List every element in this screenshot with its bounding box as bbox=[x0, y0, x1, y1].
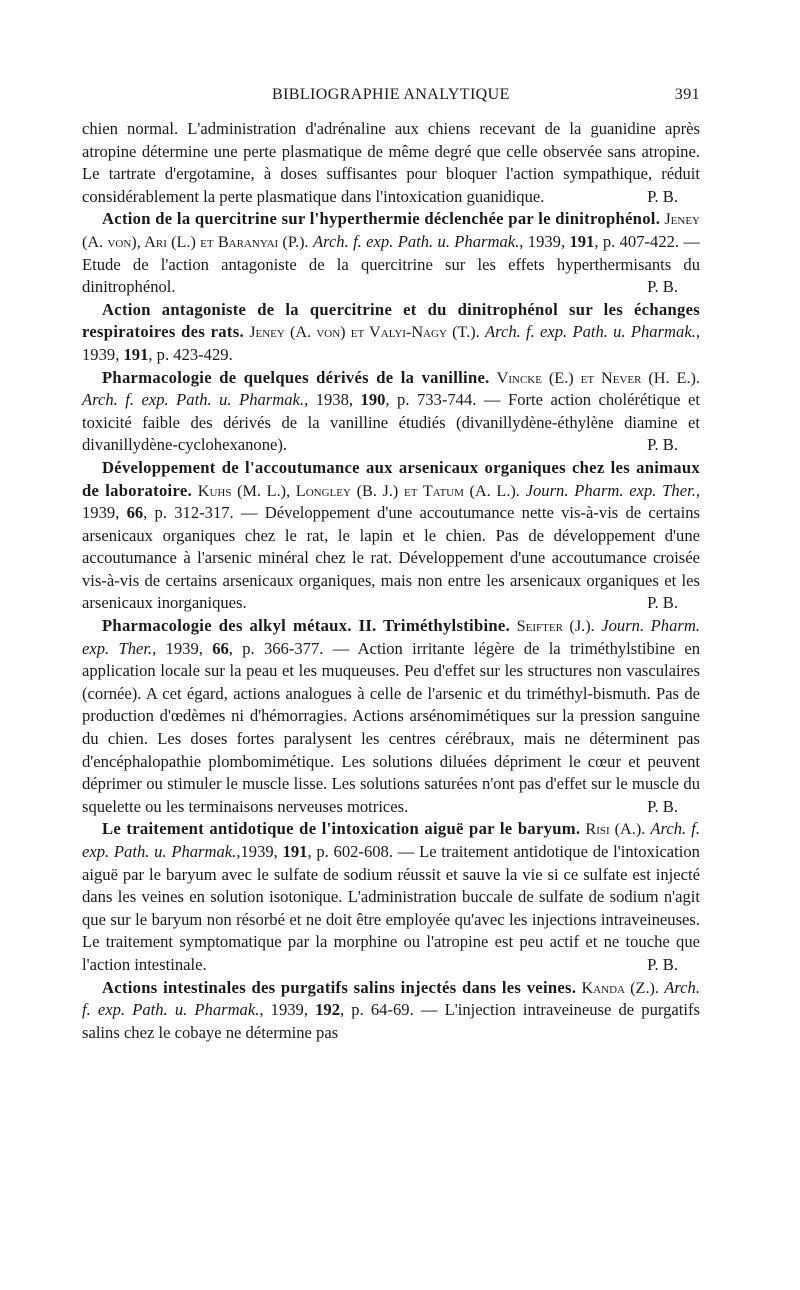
entry-journal: Arch. f. exp. Path. u. Pharmak. bbox=[82, 390, 305, 410]
entry-signature: P. B. bbox=[647, 277, 678, 297]
bibliography-entry bbox=[82, 457, 700, 615]
entry-title: Pharmacologie de quelques dérivés de la vanilline. bbox=[102, 367, 490, 387]
entry-year: , 1939, bbox=[519, 231, 570, 251]
entry-signature: P. B. bbox=[647, 593, 678, 613]
entry-year: , 1939, bbox=[82, 322, 700, 364]
page-number: 391 bbox=[674, 86, 700, 103]
entry-journal: Arch. f. exp. Path. u. Pharmak. bbox=[485, 322, 696, 342]
bibliography-entry bbox=[82, 208, 700, 298]
entry-year: , 1939, bbox=[82, 480, 700, 523]
entry-title: Action antagoniste de la quercitrine et du dinitrophénol sur les échanges respiratoires des rats. bbox=[82, 299, 700, 342]
entry-abstract: — Développement d'une accoutumance nette vis-à-vis de certains arsenicaux organiques chez le rat, le lapin et le chien. Pas de développement d'une accoutumance à l'arsenic minéral chez le rat. Développement d'une accoutumance croisée vis-à-vis de certains arsenicaux organiques, mais non entre les arsenicaux organiques et les arsenicaux inorganiques. bbox=[82, 503, 700, 613]
entry-title: Actions intestinales des purgatifs salins injectés dans les veines. bbox=[102, 977, 577, 997]
entry-volume: 66 bbox=[212, 638, 229, 658]
entry-journal: Journ. Pharm. exp. Ther. bbox=[525, 480, 696, 500]
running-header bbox=[82, 86, 700, 108]
entry-authors: Jeney (A. von), Ari (L.) et Baranyai (P.). bbox=[82, 210, 700, 251]
entry-authors: Kuhs (M. L.), Longley (B. J.) et Tatum (A. L.). bbox=[197, 481, 520, 500]
entry-abstract: — Action irritante légère de la triméthylstibine en application locale sur la peau et les muqueuses. Peu d'effet sur les structures non vasculaires (cornée). A cet égard, actions analogues à celle de l'arsenic et du triméthyl-bismuth. Pas de production d'œdèmes ni d'hémorragies. Actions arsénomimétiques sur la pression sanguine du chien. Les doses fortes paralysent les centres cérébraux, mais ne déterminent pas d'encéphalopathie plombomimétique. Les solutions diluées dépriment le cœur et peuvent déprimer ou stimuler le muscle lisse. Les solutions saturées n'ont pas d'effet sur le muscle du squelette ou les terminaisons nerveuses motrices. bbox=[82, 638, 700, 816]
entry-authors: Jeney (A. von) et Valyi-Nagy (T.). bbox=[249, 323, 480, 342]
entry-signature: P. B. bbox=[647, 796, 678, 816]
bibliography-entry bbox=[82, 977, 700, 1045]
entry-journal: Journ. Pharm. exp. Ther. bbox=[82, 616, 700, 658]
entry-pages: , p. 423-429. bbox=[148, 344, 233, 364]
entry-pages: , p. 64-69. bbox=[340, 1000, 414, 1020]
entry-year: ,1939, bbox=[236, 842, 283, 861]
entry-pages: , p. 312-317. bbox=[143, 503, 234, 523]
bibliography-entry bbox=[82, 299, 700, 367]
entry-pages: , p. 602-608. bbox=[307, 842, 393, 861]
entry-journal: Arch. f. exp. Path. u. Pharmak. bbox=[82, 977, 700, 1020]
entry-authors: Seifter (J.). bbox=[516, 617, 595, 636]
entry-pages: , p. 407-422. bbox=[594, 231, 680, 251]
entry-signature: P. B. bbox=[647, 954, 678, 974]
entry-signature: P. B. bbox=[647, 435, 678, 455]
page-body bbox=[82, 118, 700, 1044]
entry-title: Le traitement antidotique de l'intoxication aiguë par le baryum. bbox=[102, 819, 581, 839]
entry-journal: Arch. f. exp. Path. u. Pharmak. bbox=[82, 819, 700, 861]
entry-signature: P. B. bbox=[647, 186, 678, 206]
entry-abstract: — Forte action cholérétique et toxicité faible des dérivés de la vanilline étudiés (divanillydène-éthylène diamine et divanillydène-cyclohexanone). bbox=[82, 390, 700, 455]
entry-authors: Risi (A.). bbox=[585, 820, 646, 839]
entry-volume: 191 bbox=[123, 344, 149, 364]
entry-title: Développement de l'accoutumance aux arsenicaux organiques chez les animaux de laboratoire. bbox=[82, 457, 700, 500]
entry-abstract: — L'injection intraveineuse de purgatifs salins chez le cobaye ne détermine pas bbox=[82, 1000, 700, 1042]
entry-authors: Vincke (E.) et Never (H. E.). bbox=[496, 368, 700, 387]
continuation-paragraph bbox=[82, 118, 700, 208]
entry-year: , 1939, bbox=[259, 1000, 316, 1020]
entry-year: , 1939, bbox=[152, 638, 213, 658]
entry-abstract: — Etude de l'action antagoniste de la quercitrine sur les effets hyperthermisants du dinitrophénol. bbox=[82, 231, 701, 297]
entry-volume: 191 bbox=[282, 842, 308, 861]
entry-year: , 1938, bbox=[304, 390, 361, 410]
entry-volume: 66 bbox=[126, 503, 144, 523]
entry-pages: , p. 366-377. bbox=[228, 638, 324, 658]
entry-volume: 190 bbox=[360, 390, 386, 410]
bibliography-entry bbox=[82, 615, 700, 818]
entry-pages: , p. 733-744. bbox=[385, 390, 477, 410]
entry-volume: 191 bbox=[569, 231, 595, 251]
entry-volume: 192 bbox=[315, 1000, 341, 1020]
continuation-text: chien normal. L'administration d'adrénaline aux chiens recevant de la guanidine après atropine détermine une perte plasmatique de même degré que celle observée sans atropine. Le tartrate d'ergotamine, à doses suffisantes pour bloquer l'action sympathique, réduit considérablement la perte plasmatique dans l'intoxication guanidique. bbox=[82, 119, 700, 206]
bibliography-entry bbox=[82, 818, 700, 976]
bibliography-entry bbox=[82, 367, 700, 457]
entry-journal: Arch. f. exp. Path. u. Pharmak. bbox=[312, 231, 520, 251]
entry-title: Pharmacologie des alkyl métaux. II. Triméthylstibine. bbox=[102, 616, 511, 636]
running-header-title: BIBLIOGRAPHIE ANALYTIQUE bbox=[272, 86, 510, 103]
entry-abstract: — Le traitement antidotique de l'intoxication aiguë par le baryum avec le sulfate de sodium réussit et sauve la vie si ce sulfate est injecté dans les veines en solution isotonique. L'administration buccale de sulfate de sodium n'agit que sur le baryum non résorbé et ne doit être employée qu'avec les injections intraveineuses. Le traitement symptomatique par la morphine ou l'atropine est peu actif et ne touche que l'action intestinale. bbox=[82, 842, 700, 974]
entry-title: Action de la quercitrine sur l'hyperthermie déclenchée par le dinitrophénol. bbox=[102, 209, 661, 229]
entry-authors: Kanda (Z.). bbox=[581, 978, 659, 997]
